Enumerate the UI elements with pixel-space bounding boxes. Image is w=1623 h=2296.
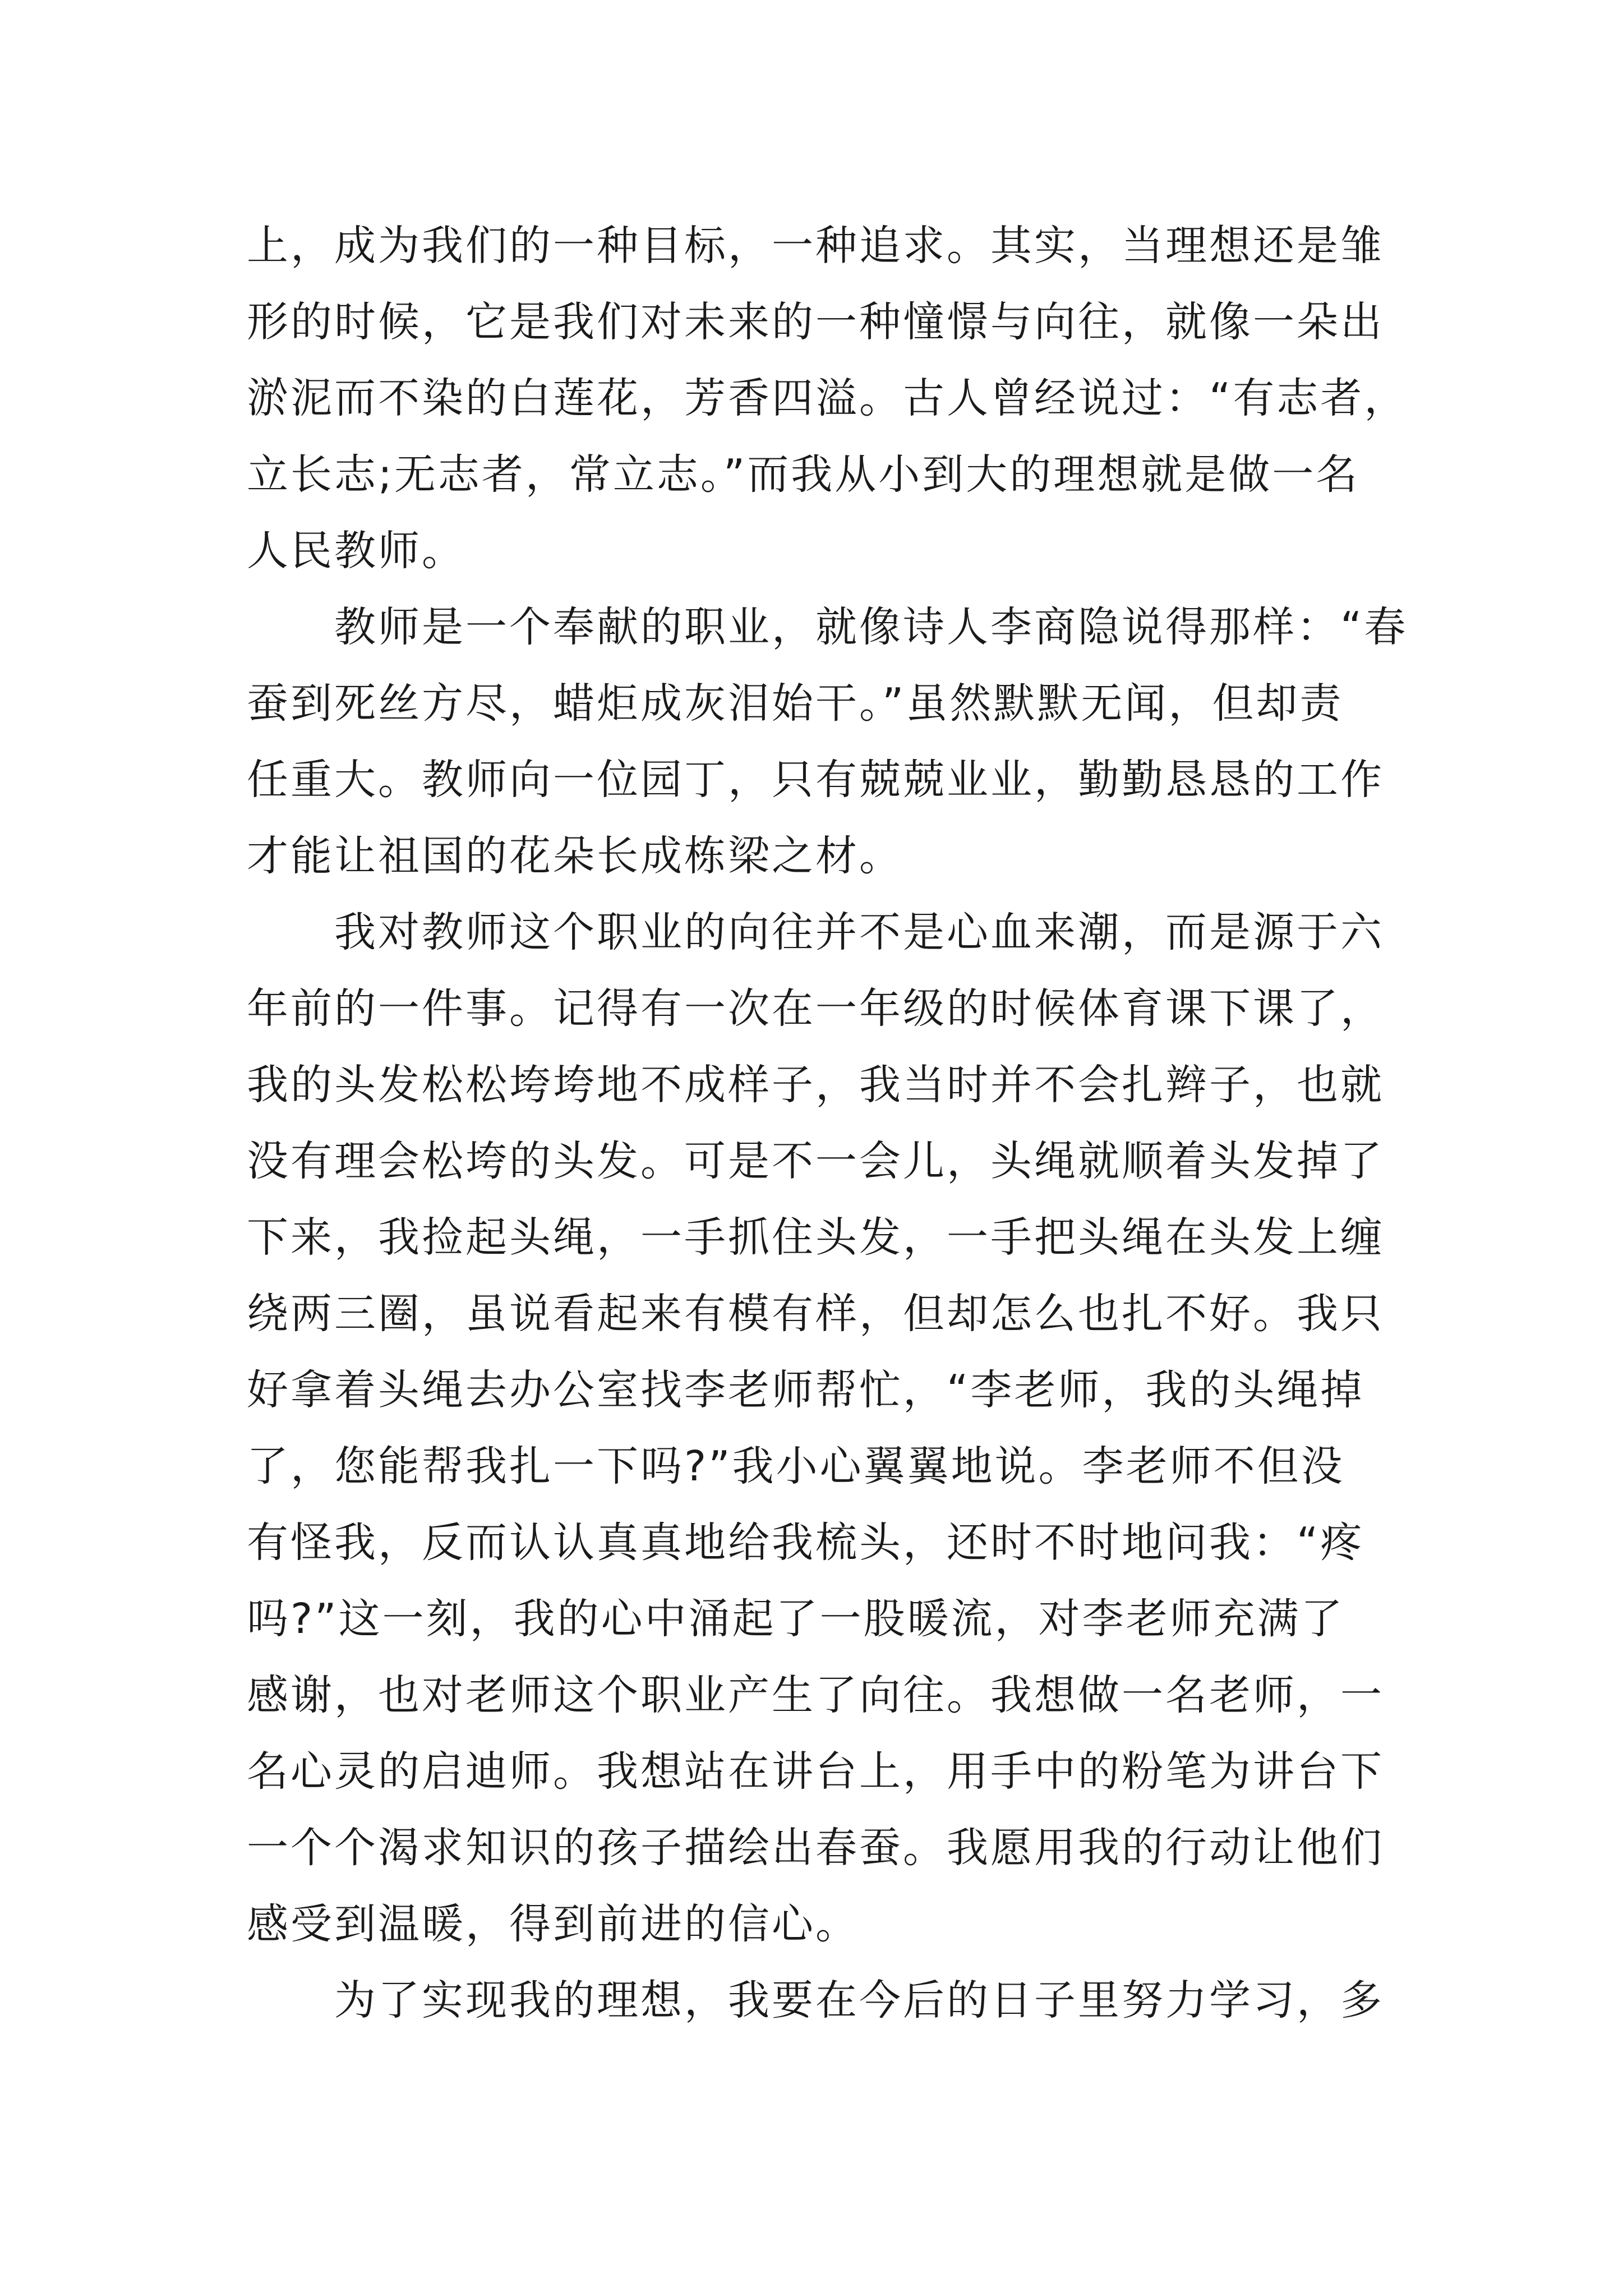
paragraph-first-line: 教师是一个奉献的职业，就像诗人李商隐说得那样：“春	[334, 603, 1408, 651]
text-line: 年前的一件事。记得有一次在一年级的时候体育课下课了，	[247, 984, 1384, 1033]
text-line: 上，成为我们的一种目标，一种追求。其实，当理想还是雏	[247, 222, 1384, 270]
text-line: 一个个渴求知识的孩子描绘出春蚕。我愿用我的行动让他们	[247, 1824, 1384, 1872]
text-line: 我的头发松松垮垮地不成样子，我当时并不会扎辫子，也就	[247, 1061, 1384, 1109]
text-line: 绕两三圈，虽说看起来有模有样，但却怎么也扎不好。我只	[247, 1290, 1384, 1338]
text-line: 了，您能帮我扎一下吗?”我小心翼翼地说。李老师不但没	[247, 1442, 1345, 1490]
text-line: 才能让祖国的花朵长成栋梁之材。	[247, 832, 903, 880]
text-line: 形的时候，它是我们对未来的一种憧憬与向往，就像一朵出	[247, 298, 1384, 346]
text-line: 任重大。教师向一位园丁，只有兢兢业业，勤勤恳恳的工作	[247, 756, 1384, 804]
paragraph-first-line: 为了实现我的理想，我要在今后的日子里努力学习，多	[334, 1976, 1384, 2024]
text-line: 好拿着头绳去办公室找李老师帮忙，“李老师，我的头绳掉	[247, 1366, 1364, 1414]
document-body	[247, 208, 1408, 2039]
paragraph-first-line: 我对教师这个职业的向往并不是心血来潮，而是源于六	[334, 908, 1384, 956]
text-line: 下来，我捡起头绳，一手抓住头发，一手把头绳在头发上缠	[247, 1213, 1384, 1262]
text-line: 名心灵的启迪师。我想站在讲台上，用手中的粉笔为讲台下	[247, 1747, 1384, 1796]
text-line: 感受到温暖，得到前进的信心。	[247, 1900, 859, 1948]
text-line: 没有理会松垮的头发。可是不一会儿，头绳就顺着头发掉了	[247, 1137, 1384, 1185]
text-line: 有怪我，反而认认真真地给我梳头，还时不时地问我：“疼	[247, 1519, 1364, 1567]
text-line: 蚕到死丝方尽，蜡炬成灰泪始干。”虽然默默无闻，但却责	[247, 679, 1344, 728]
text-line: 人民教师。	[247, 527, 465, 575]
text-line: 立长志;无志者，常立志。”而我从小到大的理想就是做一名	[247, 450, 1360, 499]
text-line: 淤泥而不染的白莲花，芳香四溢。古人曾经说过：“有志者，	[247, 374, 1408, 422]
text-line: 吗?”这一刻，我的心中涌起了一股暖流，对李老师充满了	[247, 1595, 1345, 1643]
text-line: 感谢，也对老师这个职业产生了向往。我想做一名老师，一	[247, 1671, 1384, 1719]
